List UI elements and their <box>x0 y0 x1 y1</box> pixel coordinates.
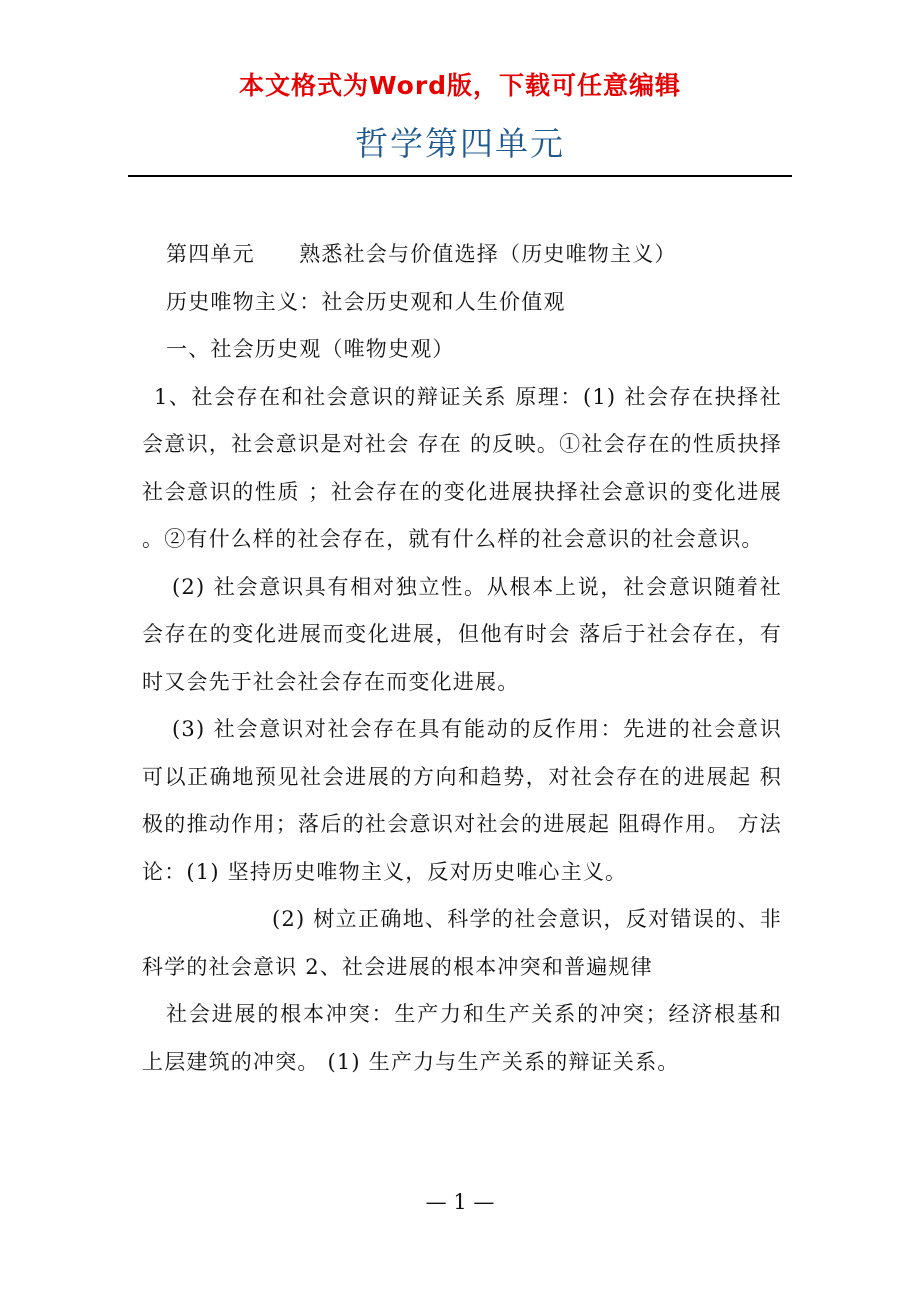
paragraph-section-heading: 一、社会历史观（唯物史观） <box>166 337 455 361</box>
download-notice-banner: 本文格式为Word版，下载可任意编辑 <box>238 71 682 100</box>
paragraph: 1、社会存在和社会意识的辩证关系 原理：(1) 社会存在抉择社会意识，社会意识是对社会 存在 的反映。①社会存在的性质抉择 社会意识的性质 ；社会存在的变化进展抉择社会意识的变化进展 。②有什么样的社会存在，就有什么样的社会意识的社会意识。 <box>142 384 782 551</box>
paragraph: (2) 树立正确地、科学的社会意识，反对错误的、非科学的社会意识 2、社会进展的根本冲突和普遍规律 <box>142 907 782 979</box>
paragraph: (2) 社会意识具有相对独立性。从根本上说，社会意识随着社会存在的变化进展而变化进展，但他有时会 落后于社会存在，有时又会先于社会社会存在而变化进展。 <box>142 574 782 694</box>
paragraph: 社会进展的根本冲突：生产力和生产关系的冲突；经济根基和上层建筑的冲突。 (1) 生产力与生产关系的辩证关系。 <box>142 1002 782 1074</box>
document-title: 哲学第四单元 <box>355 124 565 163</box>
paragraph-subtitle: 历史唯物主义：社会历史观和人生价值观 <box>166 289 566 314</box>
document-body <box>142 231 782 1086</box>
page-number: — 1 — <box>425 1190 495 1214</box>
paragraph: (3) 社会意识对社会存在具有能动的反作用：先进的社会意识可以正确地预见社会进展的方向和趋势，对社会存在的进展起 积极的推动作用；落后的社会意识对社会的进展起 阻碍作用。 方法论：(1) 坚持历史唯物主义，反对历史唯心主义。 <box>142 717 782 884</box>
title-divider <box>128 175 792 177</box>
paragraph-unit-heading: 第四单元 熟悉社会与价值选择（历史唯物主义） <box>166 242 677 266</box>
